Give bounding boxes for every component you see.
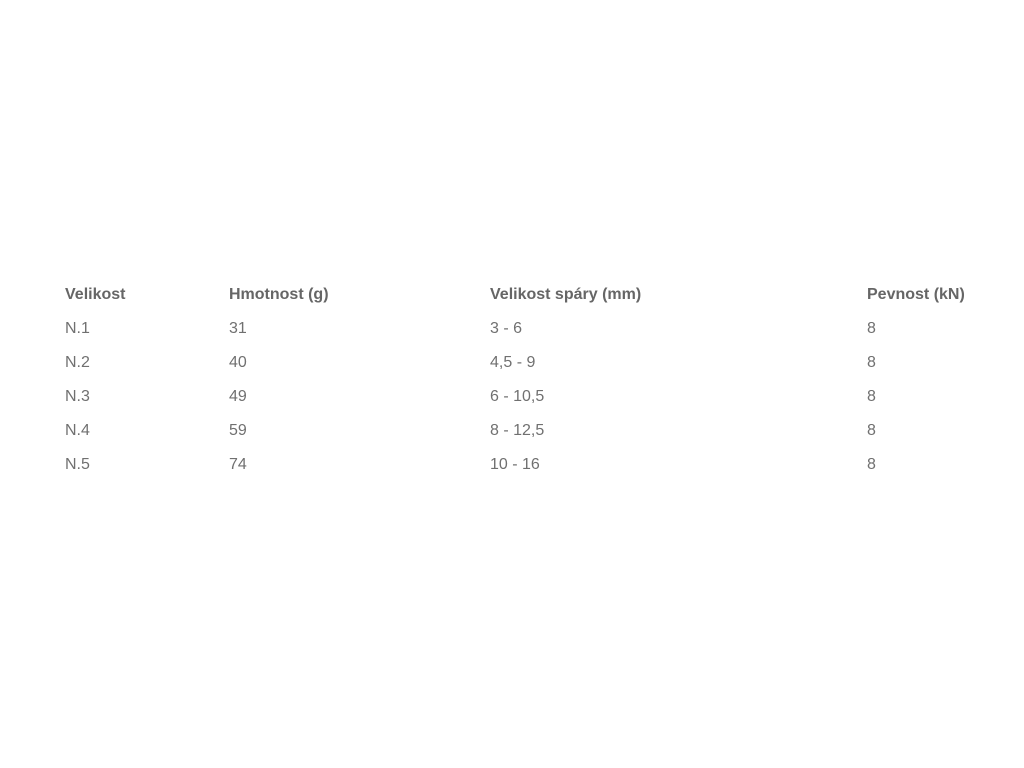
- cell-velikost: N.4: [65, 422, 90, 439]
- header-pevnost: Pevnost (kN): [867, 286, 965, 303]
- cell-pevnost: 8: [867, 354, 876, 371]
- cell-velikost-spary: 10 - 16: [490, 456, 540, 473]
- table-row: [65, 312, 977, 346]
- header-velikost-spary: Velikost spáry (mm): [490, 286, 642, 303]
- table-row: [65, 346, 977, 380]
- header-hmotnost: Hmotnost (g): [229, 286, 329, 303]
- cell-pevnost: 8: [867, 320, 876, 337]
- cell-velikost-spary: 8 - 12,5: [490, 422, 545, 439]
- cell-pevnost: 8: [867, 456, 876, 473]
- cell-hmotnost: 74: [229, 456, 247, 473]
- cell-hmotnost: 31: [229, 320, 247, 337]
- cell-hmotnost: 40: [229, 354, 247, 371]
- cell-velikost: N.1: [65, 320, 90, 337]
- cell-velikost: N.2: [65, 354, 90, 371]
- cell-velikost-spary: 4,5 - 9: [490, 354, 536, 371]
- cell-velikost: N.5: [65, 456, 90, 473]
- table-row: [65, 448, 977, 482]
- cell-hmotnost: 59: [229, 422, 247, 439]
- cell-velikost-spary: 6 - 10,5: [490, 388, 545, 405]
- table-row: [65, 414, 977, 448]
- table-header-row: [65, 278, 977, 312]
- cell-velikost: N.3: [65, 388, 90, 405]
- specification-table: [65, 278, 977, 482]
- cell-pevnost: 8: [867, 388, 876, 405]
- table-body: [65, 312, 977, 482]
- table-row: [65, 380, 977, 414]
- table-header: [65, 278, 977, 312]
- cell-pevnost: 8: [867, 422, 876, 439]
- cell-hmotnost: 49: [229, 388, 247, 405]
- cell-velikost-spary: 3 - 6: [490, 320, 523, 337]
- header-velikost: Velikost: [65, 286, 126, 303]
